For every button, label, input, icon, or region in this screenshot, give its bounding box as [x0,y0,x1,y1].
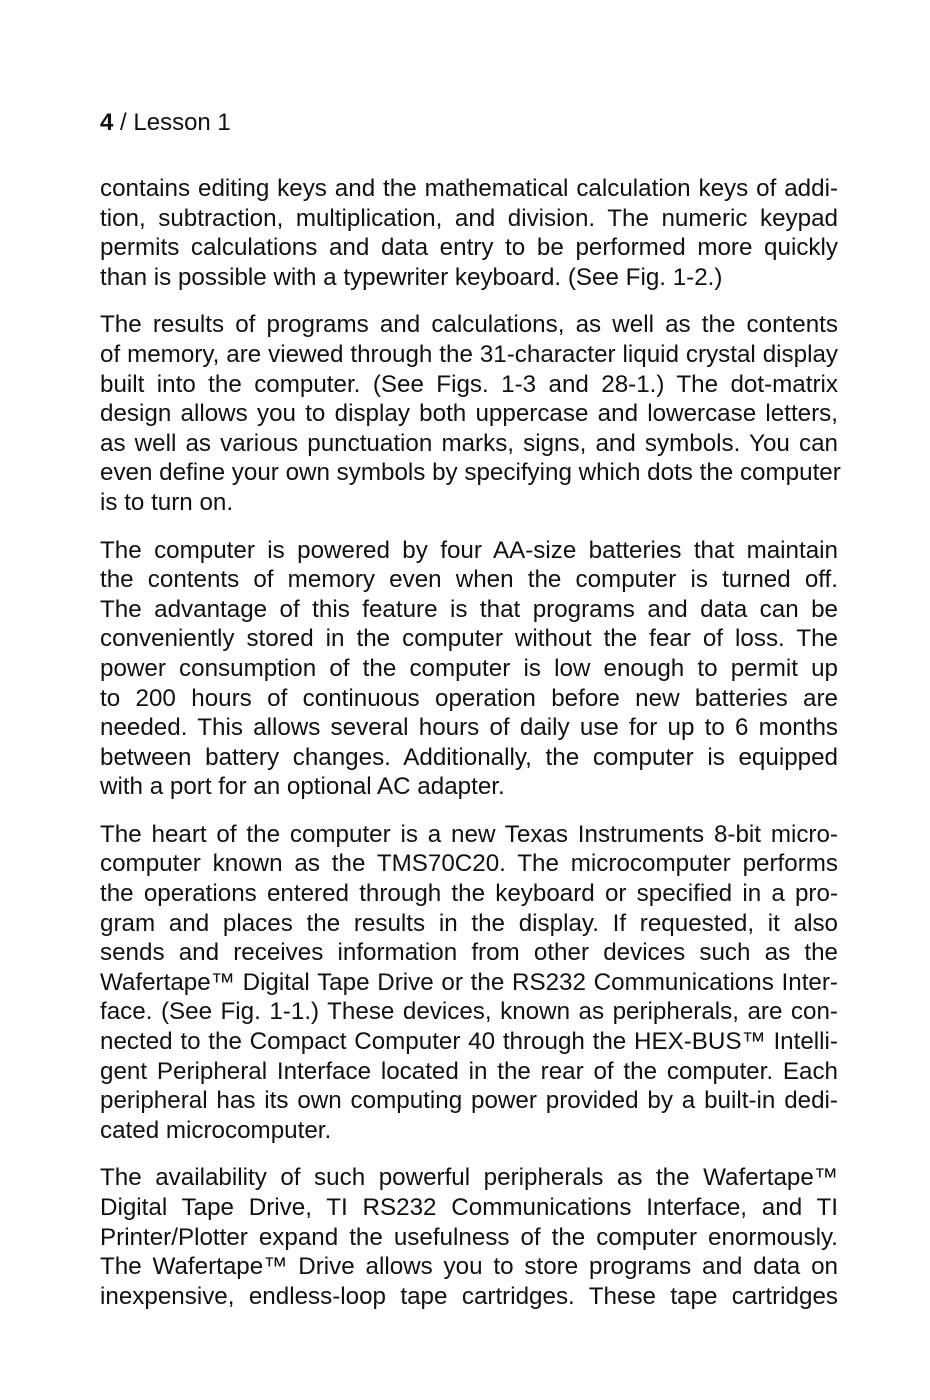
text-line: The advantage of this feature is that programs and data can be [100,595,838,623]
text-line: the contents of memory even when the computer is turned off. [100,566,838,594]
text-line: inexpensive, endless-loop tape cartridges. These tape cartridges [100,1282,838,1310]
text-line: gent Peripheral Interface located in the rear of the computer. Each [100,1057,838,1085]
text-line: The availability of such powerful peripherals as the Wafertape™ [100,1164,838,1192]
text-line: of memory, are viewed through the 31-character liquid crystal display [100,340,838,368]
text-line: computer known as the TMS70C20. The microcomputer performs [100,850,838,878]
paragraph [100,1163,838,1311]
text-line: sends and receives information from other devices such as the [100,939,838,967]
text-line: between battery changes. Additionally, the computer is equipped [100,743,838,771]
text-line: gram and places the results in the display. If requested, it also [100,909,838,937]
text-line: even define your own symbols by specifying which dots the computer [100,459,841,487]
text-line: nected to the Compact Computer 40 through the HEX-BUS™ Intelli- [100,1028,838,1056]
text-line: The results of programs and calculations, as well as the contents [100,311,838,339]
text-line: is to turn on. [100,488,234,516]
paragraph [100,174,838,292]
text-line: contains editing keys and the mathematical calculation keys of addi- [100,175,838,202]
text-line: peripheral has its own computing power provided by a built-in dedi- [100,1087,838,1115]
text-line: design allows you to display both uppercase and lowercase letters, [100,400,838,428]
text-line: with a port for an optional AC adapter. [100,773,505,801]
text-line: The heart of the computer is a new Texas Instruments 8-bit micro- [100,820,838,848]
text-line: The Wafertape™ Drive allows you to store programs and data on [100,1253,838,1281]
body-text [100,174,841,1311]
paragraph [100,820,838,1146]
page-number: 4 [100,109,114,136]
text-line: to 200 hours of continuous operation before new batteries are [100,684,838,712]
lesson-title: Lesson 1 [133,109,231,136]
text-line: conveniently stored in the computer without the fear of loss. The [100,625,838,653]
text-line: permits calculations and data entry to be performed more quickly [100,234,838,262]
text-line: Printer/Plotter expand the usefulness of the computer enormously. [100,1223,838,1251]
text-line: Wafertape™ Digital Tape Drive or the RS232 Communications Inter- [100,968,838,996]
text-line: the operations entered through the keyboard or specified in a pro- [100,880,838,908]
paragraph [100,310,841,517]
text-line: cated microcomputer. [100,1116,332,1144]
text-line: than is possible with a typewriter keyboard. (See Fig. 1-2.) [100,263,723,291]
paragraph [100,536,838,802]
text-line: face. (See Fig. 1-1.) These devices, known as peripherals, are con- [100,998,838,1026]
running-header [100,108,838,138]
text-line: as well as various punctuation marks, signs, and symbols. You can [100,429,838,457]
text-line: The computer is powered by four AA-size batteries that maintain [100,536,838,564]
text-line: tion, subtraction, multiplication, and division. The numeric keypad [100,204,838,232]
book-page [100,108,841,1329]
text-line: built into the computer. (See Figs. 1-3 and 28-1.) The dot-matrix [100,370,838,398]
text-line: power consumption of the computer is low enough to permit up [100,654,838,682]
text-line: Digital Tape Drive, TI RS232 Communications Interface, and TI [100,1194,838,1221]
text-line: needed. This allows several hours of daily use for up to 6 months [100,714,838,742]
header-separator: / [113,109,134,136]
